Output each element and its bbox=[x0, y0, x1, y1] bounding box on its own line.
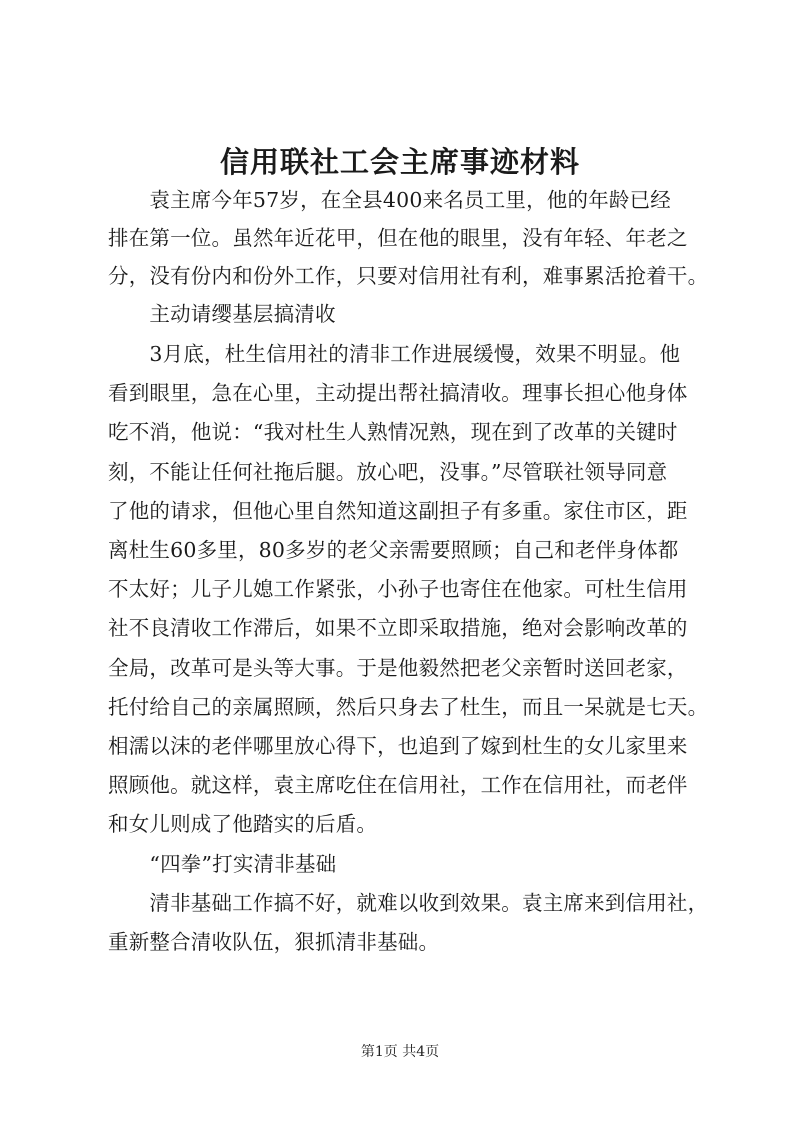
body-line: 和女儿则成了他踏实的后盾。 bbox=[108, 812, 378, 836]
body-line: 3月底，杜生信用社的清非工作进展缓慢，效果不明显。他 bbox=[108, 342, 681, 366]
body-line: 照顾他。就这样，袁主席吃住在信用社，工作在信用社，而老伴 bbox=[108, 773, 688, 797]
body-line: 全局，改革可是头等大事。于是他毅然把老父亲暂时送回老家， bbox=[108, 656, 688, 680]
page-number-footer: 第1页 共4页 bbox=[360, 1044, 440, 1060]
body-line: 托付给自己的亲属照顾，然后只身去了杜生，而且一呆就是七天。 bbox=[108, 695, 709, 719]
body-line: 了他的请求，但他心里自然知道这副担子有多重。家住市区，距 bbox=[108, 499, 688, 523]
body-line: 分，没有份内和份外工作，只要对信用社有利，难事累活抢着干。 bbox=[108, 264, 709, 288]
body-line: 看到眼里，急在心里，主动提出帮社搞清收。理事长担心他身体 bbox=[108, 381, 688, 405]
body-line: 袁主席今年57岁，在全县400来名员工里，他的年龄已经 bbox=[108, 188, 672, 212]
body-line: 相濡以沫的老伴哪里放心得下，也追到了嫁到杜生的女儿家里来 bbox=[108, 734, 688, 758]
body-line: 重新整合清收队伍，狠抓清非基础。 bbox=[108, 930, 440, 954]
body-line: 离杜生60多里，80多岁的老父亲需要照顾；自己和老伴身体都 bbox=[108, 538, 679, 562]
body-line: 清非基础工作搞不好，就难以收到效果。袁主席来到信用社， bbox=[108, 891, 709, 915]
document-title: 信用联社工会主席事迹材料 bbox=[219, 145, 580, 179]
section-heading: “四拳”打实清非基础 bbox=[108, 852, 337, 876]
body-line: 社不良清收工作滞后，如果不立即采取措施，绝对会影响改革的 bbox=[108, 616, 688, 640]
body-line: 刻，不能让任何社拖后腿。放心吧，没事。”尽管联社领导同意 bbox=[108, 460, 668, 484]
body-line: 排在第一位。虽然年近花甲，但在他的眼里，没有年轻、年老之 bbox=[108, 226, 688, 250]
section-heading: 主动请缨基层搞清收 bbox=[108, 302, 336, 326]
body-line: 不太好；儿子儿媳工作紧张，小孙子也寄住在他家。可杜生信用 bbox=[108, 577, 688, 601]
body-line: 吃不消，他说：“我对杜生人熟情况熟，现在到了改革的关键时 bbox=[108, 420, 678, 444]
